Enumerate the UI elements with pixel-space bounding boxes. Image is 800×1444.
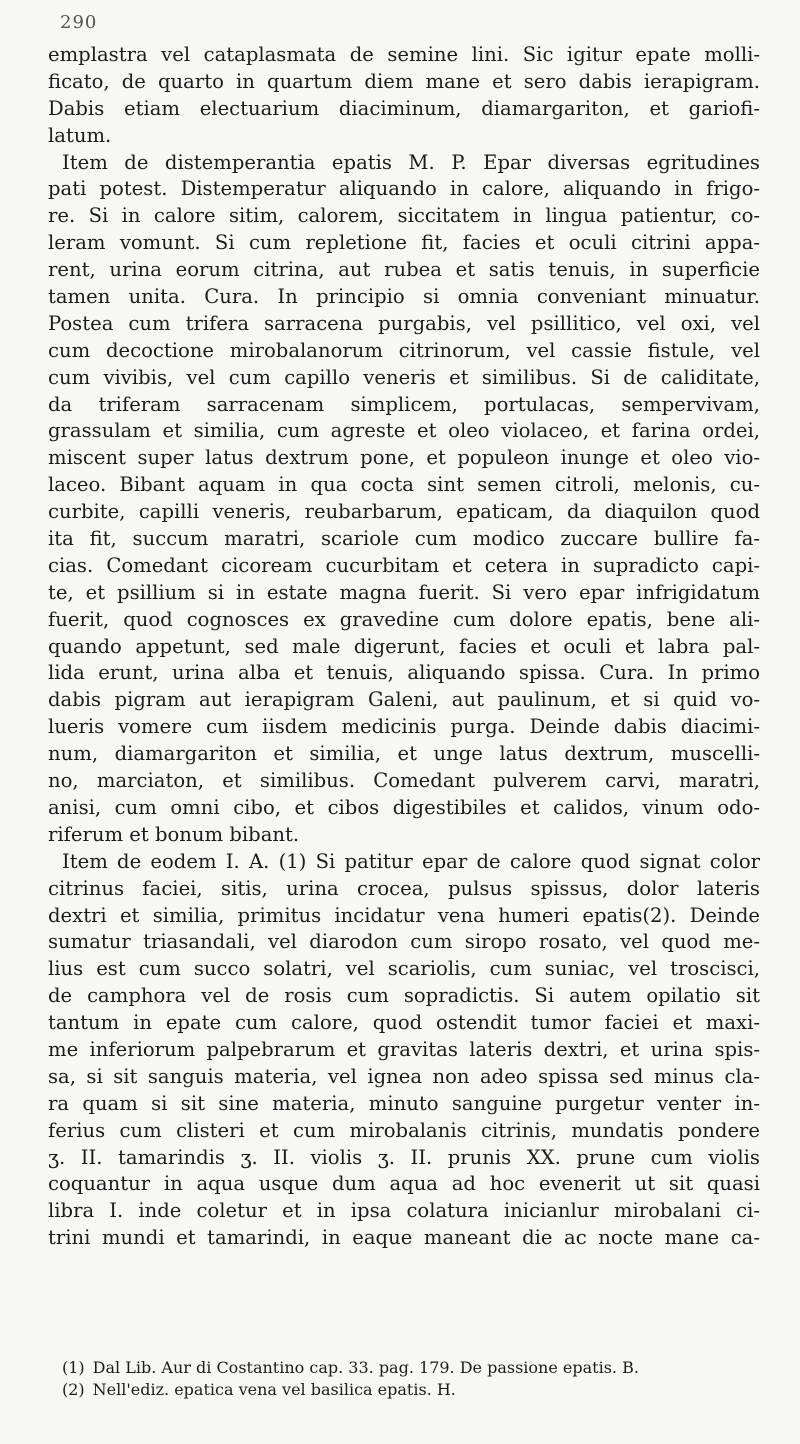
text-line: num, diamargariton et similia, et unge latus dextrum, muscelli- (48, 742, 760, 766)
text-line: laceo. Bibant aquam in qua cocta sint semen citroli, melonis, cu- (48, 473, 760, 497)
footnote-marker: (1) (62, 1358, 85, 1377)
text-line: ra quam si sit sine materia, minuto sanguine purgetur venter in- (48, 1091, 760, 1115)
text-line: libra I. inde coletur et in ipsa colatura inicianlur mirobalani ci- (48, 1199, 760, 1223)
text-line: latum. (48, 123, 112, 147)
text-line: miscent super latus dextrum pone, et populeon inunge et oleo vio- (48, 446, 760, 470)
footnote-text: Dal Lib. Aur di Costantino cap. 33. pag. 179. De passione epatis. B. (92, 1358, 639, 1377)
text-line: no, marciaton, et similibus. Comedant pulverem carvi, maratri, (48, 769, 760, 793)
text-line: cum decoctione mirobalanorum citrinorum, vel cassie fistule, vel (48, 338, 760, 362)
text-line: citrinus faciei, sitis, urina crocea, pulsus spissus, dolor lateris (48, 876, 760, 900)
text-line: sumatur triasandali, vel diarodon cum siropo rosato, vel quod me- (48, 930, 760, 954)
text-line: cias. Comedant cicoream cucurbitam et cetera in supradicto capi- (48, 553, 760, 577)
text-line: tamen unita. Cura. In principio si omnia conveniant minuatur. (48, 285, 760, 309)
text-line: quando appetunt, sed male digerunt, facies et oculi et labra pal- (48, 634, 760, 658)
text-line: anisi, cum omni cibo, et cibos digestibiles et calidos, vinum odo- (48, 795, 760, 819)
footnote-marker: (2) (62, 1380, 85, 1399)
text-line: ʒ. II. tamarindis ʒ. II. violis ʒ. II. prunis XX. prune cum violis (48, 1145, 760, 1169)
text-line: curbite, capilli veneris, reubarbarum, epaticam, da diaquilon quod (48, 500, 760, 524)
footnotes (62, 1357, 762, 1401)
text-line: re. Si in calore sitim, calorem, siccitatem in lingua patientur, co- (48, 204, 760, 228)
body-text (48, 42, 760, 1252)
text-line: de camphora vel de rosis cum sopradictis. Si autem opilatio sit (48, 984, 760, 1008)
text-line: dextri et similia, primitus incidatur vena humeri epatis(2). Deinde (48, 903, 760, 927)
text-line: Dabis etiam electuarium diaciminum, diamargariton, et gariofi- (48, 96, 760, 120)
text-line: lueris vomere cum iisdem medicinis purga. Deinde dabis diacimi- (48, 715, 760, 739)
text-line: rent, urina eorum citrina, aut rubea et satis tenuis, in superficie (48, 258, 760, 282)
section-heading-line: Item de distemperantia epatis M. P. Epar diversas egritudines (62, 150, 760, 174)
section-heading-line: Item de eodem I. A. (1) Si patitur epar de calore quod signat color (62, 849, 760, 873)
text-line: pati potest. Distemperatur aliquando in calore, aliquando in frigo- (48, 177, 760, 201)
text-line: lida erunt, urina alba et tenuis, aliquando spissa. Cura. In primo (48, 661, 760, 685)
text-line: leram vomunt. Si cum repletione fit, facies et oculi citrini appa- (48, 231, 760, 255)
footnote-1 (62, 1357, 762, 1379)
text-line: riferum et bonum bibant. (48, 822, 300, 846)
text-line: tantum in epate cum calore, quod ostendit tumor faciei et maxi- (48, 1011, 760, 1035)
footnote-text: Nell'ediz. epatica vena vel basilica epatis. H. (92, 1380, 456, 1399)
footnote-2 (62, 1379, 762, 1401)
text-line: grassulam et similia, cum agreste et oleo violaceo, et farina ordei, (48, 419, 760, 443)
text-line: me inferiorum palpebrarum et gravitas lateris dextri, et urina spis- (48, 1037, 760, 1061)
text-line: trini mundi et tamarindi, in eaque maneant die ac nocte mane ca- (48, 1226, 760, 1250)
text-line: ita fit, succum maratri, scariole cum modico zuccare bullire fa- (48, 527, 760, 551)
text-line: te, et psillium si in estate magna fuerit. Si vero epar infrigidatum (48, 580, 760, 604)
text-line: lius est cum succo solatri, vel scariolis, cum suniac, vel troscisci, (48, 957, 760, 981)
text-line: da triferam sarracenam simplicem, portulacas, sempervivam, (48, 392, 760, 416)
text-line: fuerit, quod cognosces ex gravedine cum dolore epatis, bene ali- (48, 607, 760, 631)
text-line: ficato, de quarto in quartum diem mane et sero dabis ierapigram. (48, 69, 760, 93)
text-line: ferius cum clisteri et cum mirobalanis citrinis, mundatis pondere (48, 1118, 760, 1142)
text-line: sa, si sit sanguis materia, vel ignea non adeo spissa sed minus cla- (48, 1064, 760, 1088)
text-line: Postea cum trifera sarracena purgabis, vel psillitico, vel oxi, vel (48, 311, 760, 335)
text-line: emplastra vel cataplasmata de semine lini. Sic igitur epate molli- (48, 43, 760, 66)
text-line: dabis pigram aut ierapigram Galeni, aut paulinum, et si quid vo- (48, 688, 760, 712)
text-line: coquantur in aqua usque dum aqua ad hoc evenerit ut sit quasi (48, 1172, 760, 1196)
text-line: cum vivibis, vel cum capillo veneris et similibus. Si de caliditate, (48, 365, 760, 389)
page-number: 290 (60, 12, 98, 33)
